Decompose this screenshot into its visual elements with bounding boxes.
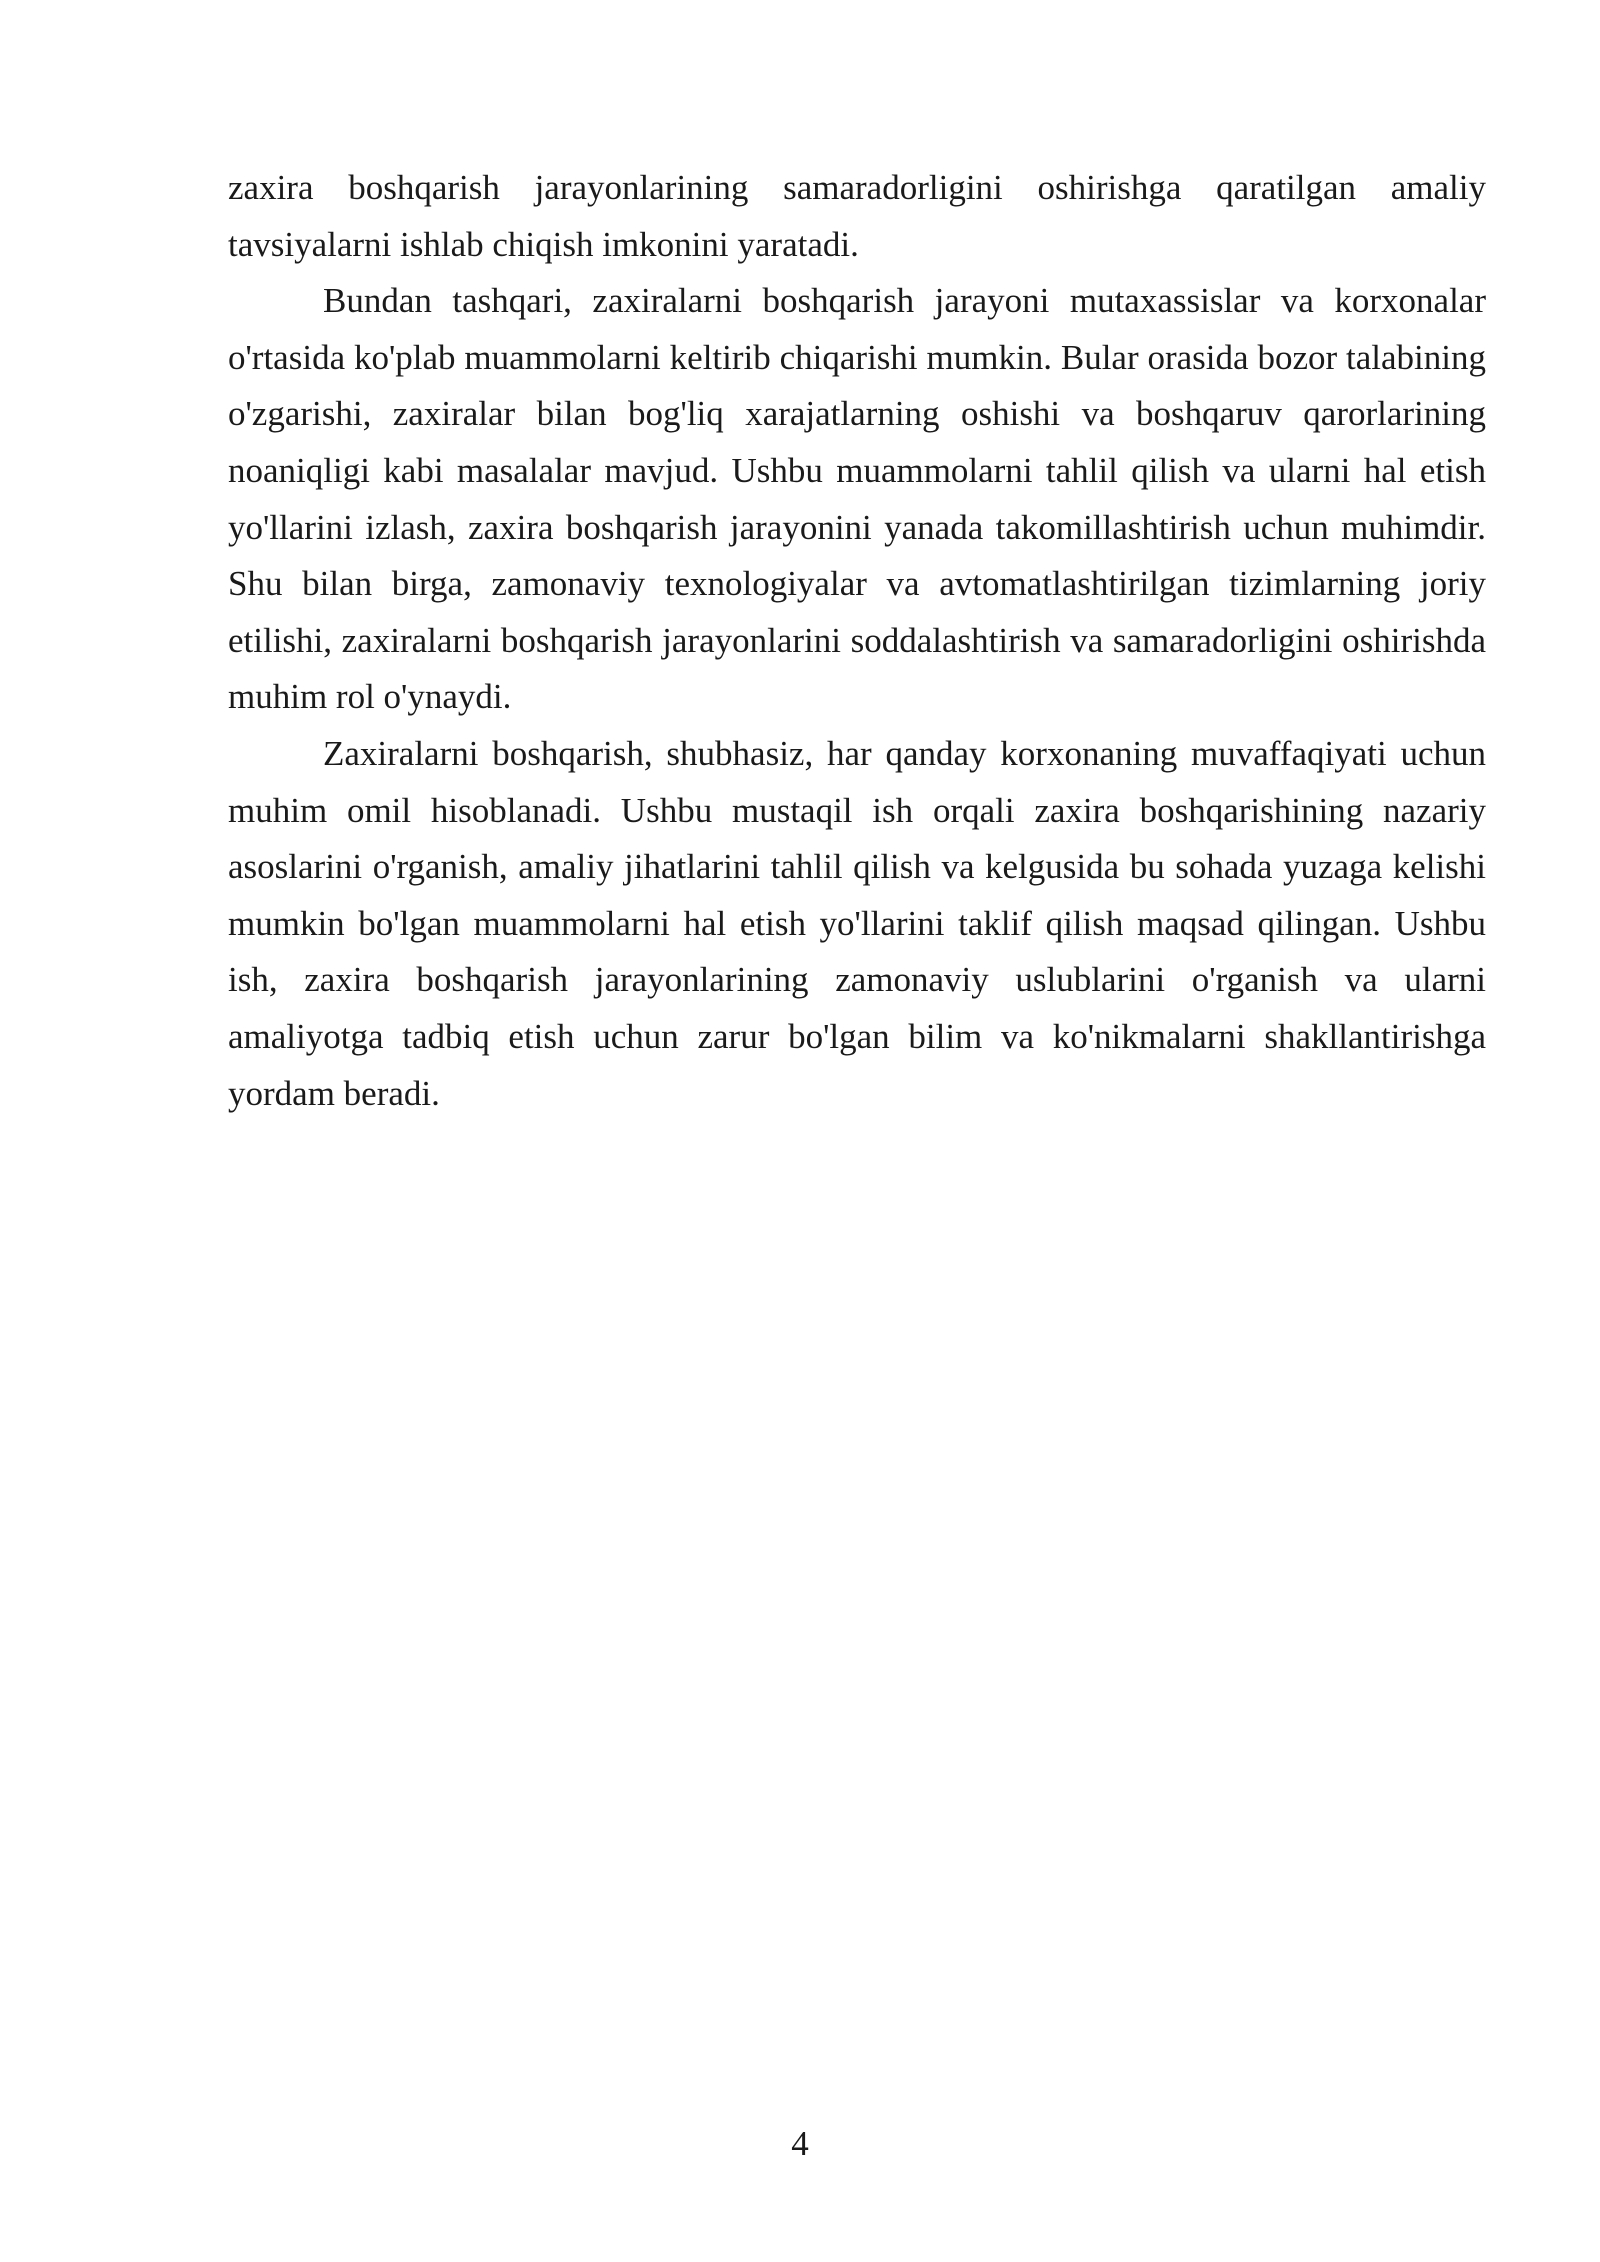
paragraph-2: Bundan tashqari, zaxiralarni boshqarish jarayoni mutaxassislar va korxonalar o'rtasida ko'plab muammolarni keltirib chiqarishi mumkin. Bular orasida bozor talabining o'zgarishi, zaxiralar bilan bog'liq xarajatlarning oshishi va boshqaruv qarorlarining noaniqligi kabi masalalar mavjud. Ushbu muammolarni tahlil qilish va ularni hal etish yo'llarini izlash, zaxira boshqarish jarayonini yanada takomillashtirish uchun muhimdir. Shu bilan birga, zamonaviy texnologiyalar va avtomatlashtirilgan tizimlarning joriy etilishi, zaxiralarni boshqarish jarayonlarini soddalashtirish va samaradorligini oshirishda muhim rol o'ynaydi.	[228, 281, 1486, 717]
body-text	[228, 160, 1486, 1122]
paragraph-1: zaxira boshqarish jarayonlarining samaradorligini oshirishga qaratilgan amaliy tavsiyalarni ishlab chiqish imkonini yaratadi.	[228, 168, 1486, 264]
paragraph-3: Zaxiralarni boshqarish, shubhasiz, har qanday korxonaning muvaffaqiyati uchun muhim omil hisoblanadi. Ushbu mustaqil ish orqali zaxira boshqarishining nazariy asoslarini o'rganish, amaliy jihatlarini tahlil qilish va kelgusida bu sohada yuzaga kelishi mumkin bo'lgan muammolarni hal etish yo'llarini taklif qilish maqsad qilingan. Ushbu ish, zaxira boshqarish jarayonlarining zamonaviy uslublarini o'rganish va ularni amaliyotga tadbiq etish uchun zarur bo'lgan bilim va ko'nikmalarni shakllantirishga yordam beradi.	[228, 733, 1486, 1113]
page-number: 4	[791, 2124, 809, 2163]
